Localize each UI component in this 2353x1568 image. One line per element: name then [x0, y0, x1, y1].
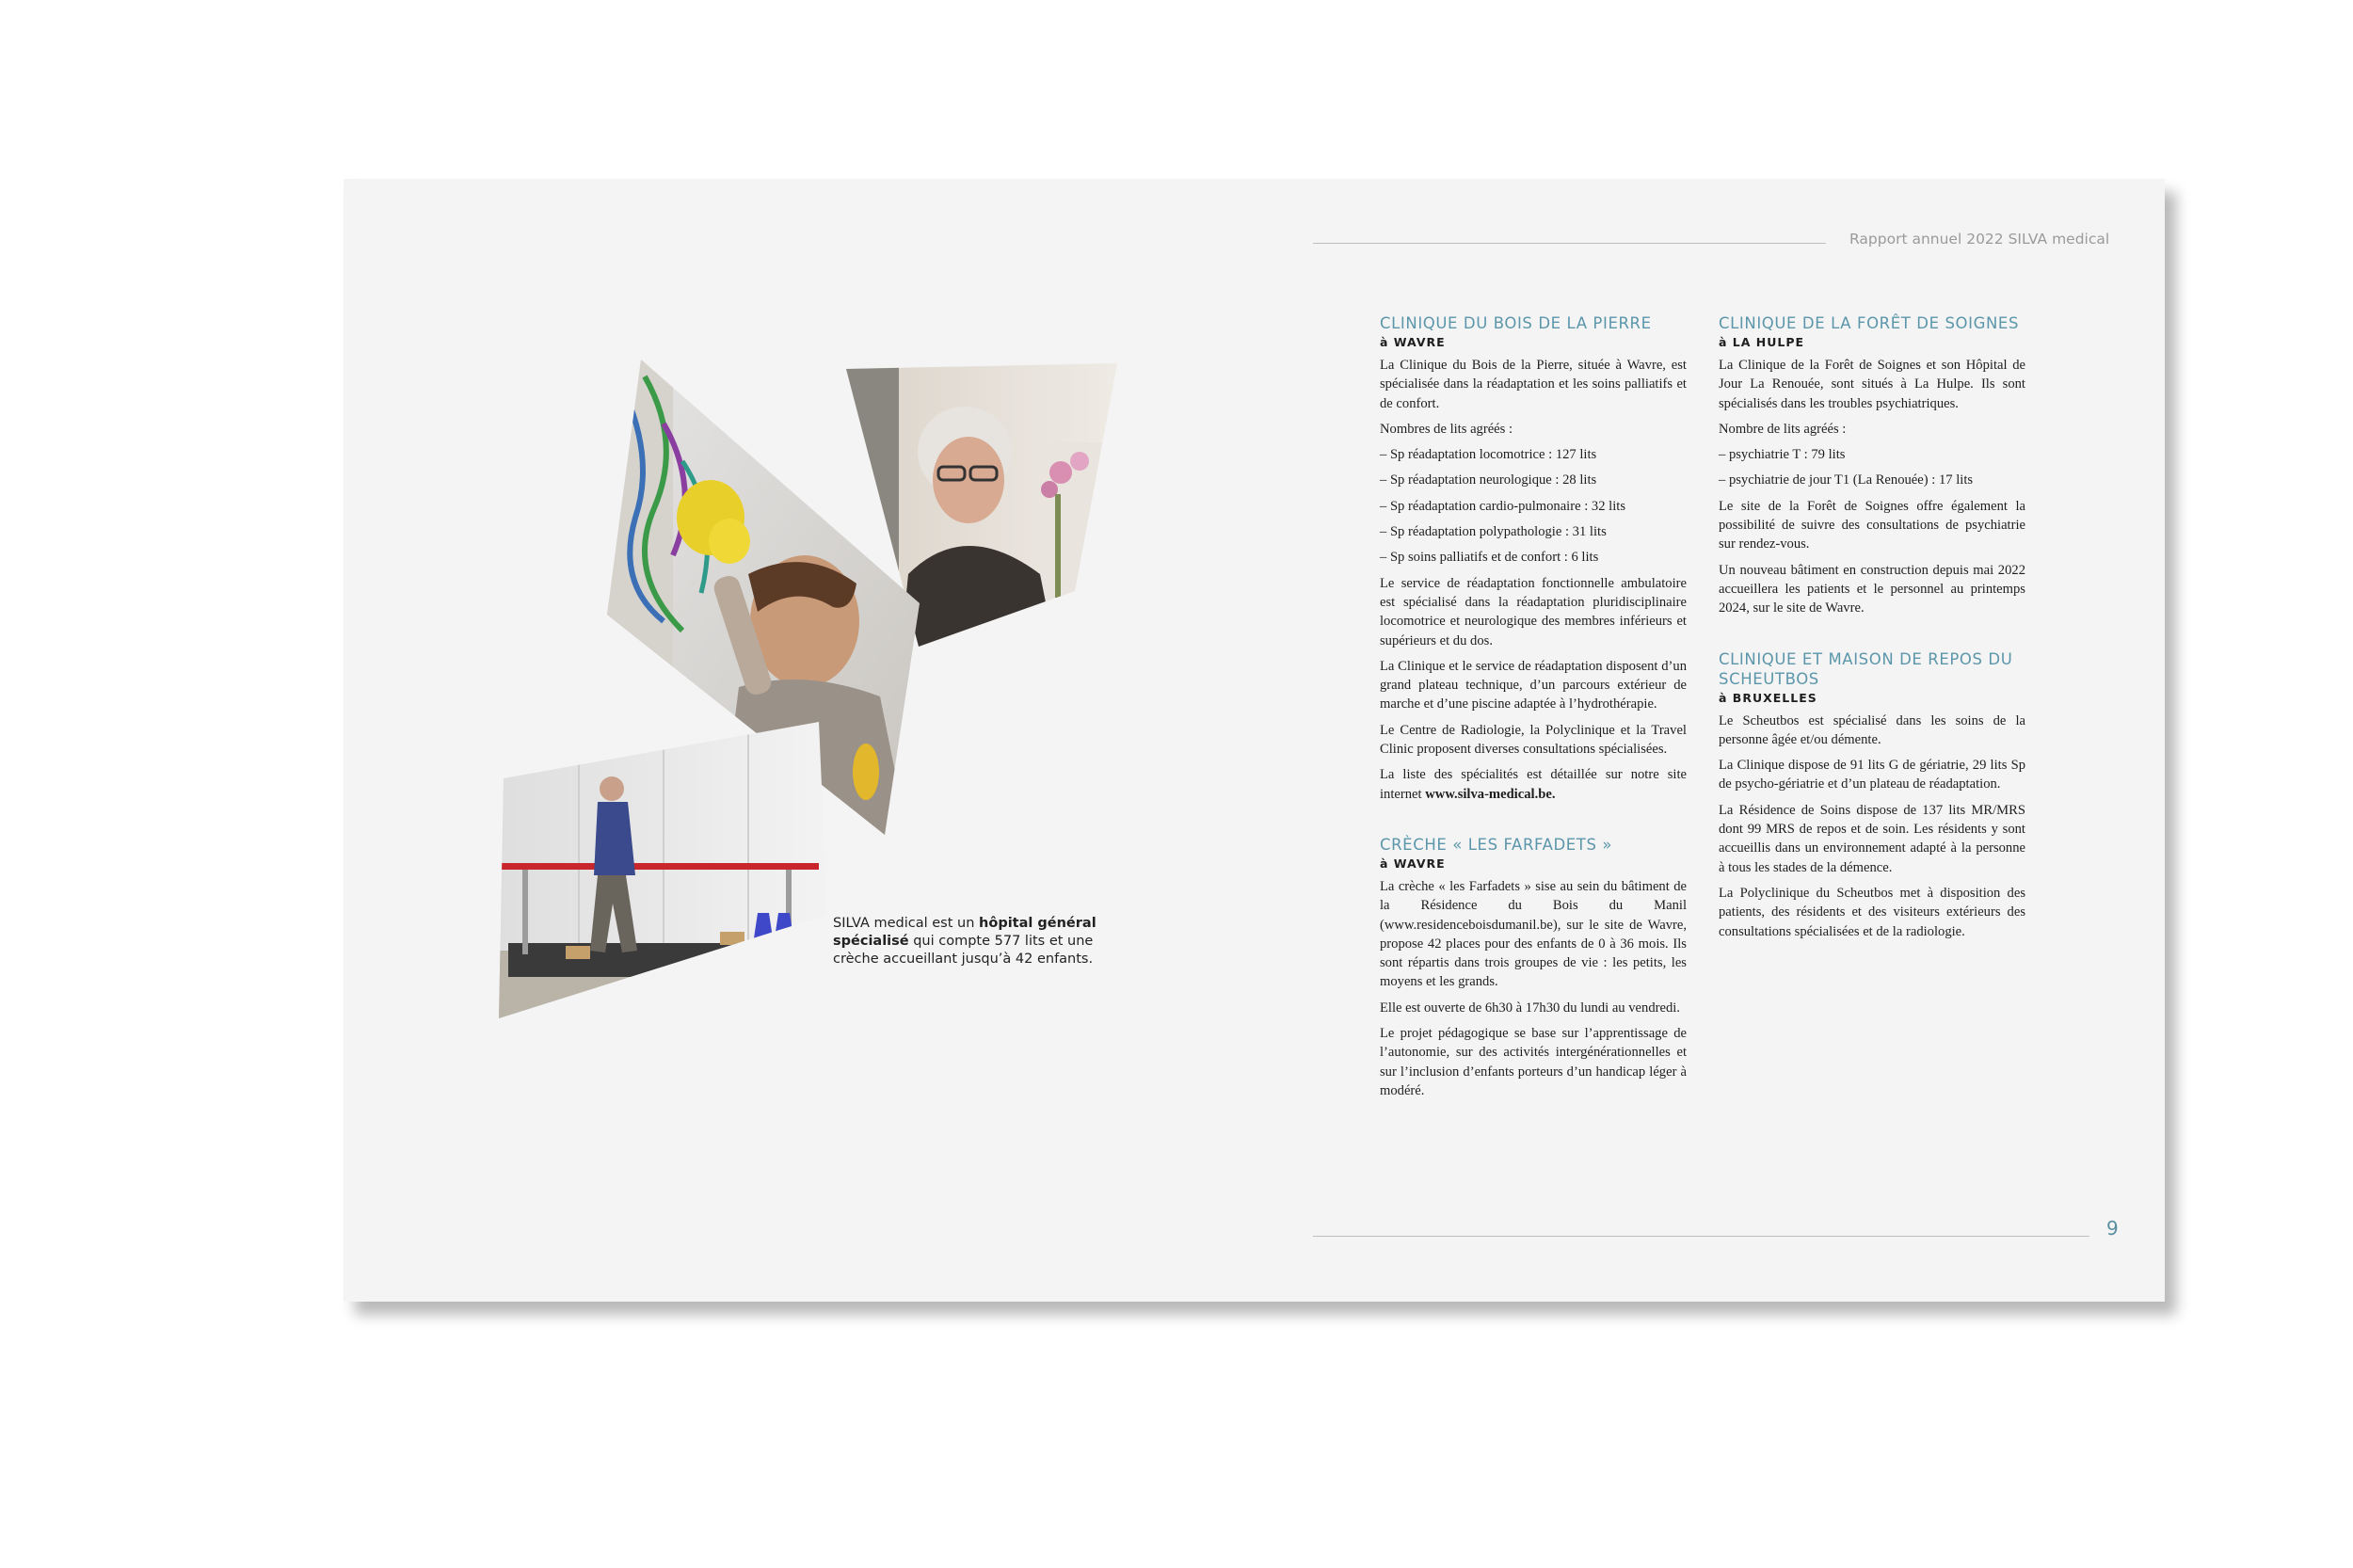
paragraph: Un nouveau bâtiment en construction depuis mai 2022 accueillera les patients et le personnel au printemps 2024, sur le site de Wavre. [1719, 562, 2025, 616]
beds-label: Nombre de lits agréés : [1719, 421, 1847, 437]
section-location-scheutbos: à BRUXELLES [1719, 690, 1817, 705]
paragraph: Le Centre de Radiologie, la Polyclinique et la Travel Clinic proposent diverses consultations spécialisées. [1380, 722, 1687, 758]
header-rule [1313, 243, 1826, 244]
beds-item: – psychiatrie T : 79 lits [1719, 447, 1846, 463]
header-title: Rapport annuel 2022 SILVA medical [1849, 231, 2110, 248]
paragraph: Le projet pédagogique se base sur l’apprentissage de l’autonomie, sur des activités intergénérationnelles et sur l’inclusion d’enfants porteurs d’un handicap léger à modéré. [1380, 1026, 1687, 1098]
paragraph: Elle est ouverte de 6h30 à 17h30 du lundi au vendredi. [1380, 1000, 1680, 1016]
paragraph: La Clinique de la Forêt de Soignes et son Hôpital de Jour La Renouée, sont situés à La Hulpe. Ils sont spécialisés dans les troubles psychiatriques. [1719, 358, 2025, 411]
paragraph: La Clinique et le service de réadaptation disposent d’un grand plateau technique, d’un parcours extérieur de marche et d’une piscine adaptée à l’hydrothérapie. [1380, 658, 1687, 712]
beds-item: – Sp réadaptation neurologique : 28 lits [1380, 472, 1597, 488]
beds-item: – Sp réadaptation cardio-pulmonaire : 32 lits [1380, 498, 1625, 514]
footer-rule [1313, 1236, 2089, 1237]
beds-item: – Sp réadaptation polypathologie : 31 lits [1380, 524, 1607, 540]
paragraph: Le Scheutbos est spécialisé dans les soins de la personne âgée et/ou démente. [1719, 712, 2025, 747]
website-link[interactable]: www.silva-medical.be. [1425, 786, 1556, 802]
beds-label: Nombres de lits agréés : [1380, 421, 1513, 437]
section-title-scheutbos: CLINIQUE ET MAISON DE REPOS DU SCHEUTBOS [1719, 649, 2013, 688]
column-right [1719, 313, 2025, 948]
paragraph: La Clinique dispose de 91 lits G de gériatrie, 29 lits Sp de psycho-gériatrie et d’un plateau de réadaptation. [1719, 758, 2025, 792]
paragraph: La Résidence de Soins dispose de 137 lits MR/MRS dont 99 MRS de repos et de soin. Les résidents y sont accueillis dans un environnement adapté à la personne à tous les stades de la démence. [1719, 802, 2025, 875]
beds-item: – Sp soins palliatifs et de confort : 6 lits [1380, 550, 1599, 566]
section-location-foret: à LA HULPE [1719, 335, 1805, 349]
page-number: 9 [2106, 1217, 2119, 1240]
paragraph: La crèche « les Farfadets » sise au sein du bâtiment de la Résidence du Bois du Manil (www.residenceboisdumanil.be), sur le site de Wavre, propose 42 places pour des enfants de 0 à 36 mois. Ils sont répartis dans trois groupes de vie : les petits, les moyens et les grands. [1380, 878, 1687, 990]
section-location-creche: à WAVRE [1380, 856, 1446, 871]
paragraph: La liste des spécialités est détaillée sur notre site internet www.silva-medical.be. [1380, 767, 1687, 802]
section-location-bois: à WAVRE [1380, 335, 1446, 349]
paragraph: La Polyclinique du Scheutbos met à disposition des patients, des résidents et des visiteurs extérieurs des consultations spécialisées et de la radiologie. [1719, 885, 2025, 939]
section-title-creche: CRÈCHE « LES FARFADETS » [1380, 835, 1613, 854]
paragraph: Le service de réadaptation fonctionnelle ambulatoire est spécialisé dans la réadaptation pluridisciplinaire locomotrice et neurologique des membres inférieurs et supérieurs et du dos. [1380, 575, 1687, 648]
paragraph: La Clinique du Bois de la Pierre, située à Wavre, est spécialisée dans la réadaptation et les soins palliatifs et de confort. [1380, 358, 1687, 411]
beds-item: – psychiatrie de jour T1 (La Renouée) : 17 lits [1719, 472, 1974, 488]
beds-item: – Sp réadaptation locomotrice : 127 lits [1380, 447, 1597, 463]
section-title-foret: CLINIQUE DE LA FORÊT DE SOIGNES [1719, 314, 2020, 332]
paragraph: Le site de la Forêt de Soignes offre également la possibilité de suivre des consultations de psychiatrie sur rendez-vous. [1719, 498, 2025, 552]
collage-caption: SILVA medical est un hôpital général spécialisé qui compte 577 lits et une crèche accueillant jusqu’à 42 enfants. [833, 916, 1096, 967]
photo-collage [344, 179, 1191, 1120]
brochure-spread [344, 179, 2165, 1302]
photo-rehabilitation [494, 715, 833, 1035]
column-left [1380, 313, 1687, 1107]
section-title-bois: CLINIQUE DU BOIS DE LA PIERRE [1380, 314, 1652, 332]
